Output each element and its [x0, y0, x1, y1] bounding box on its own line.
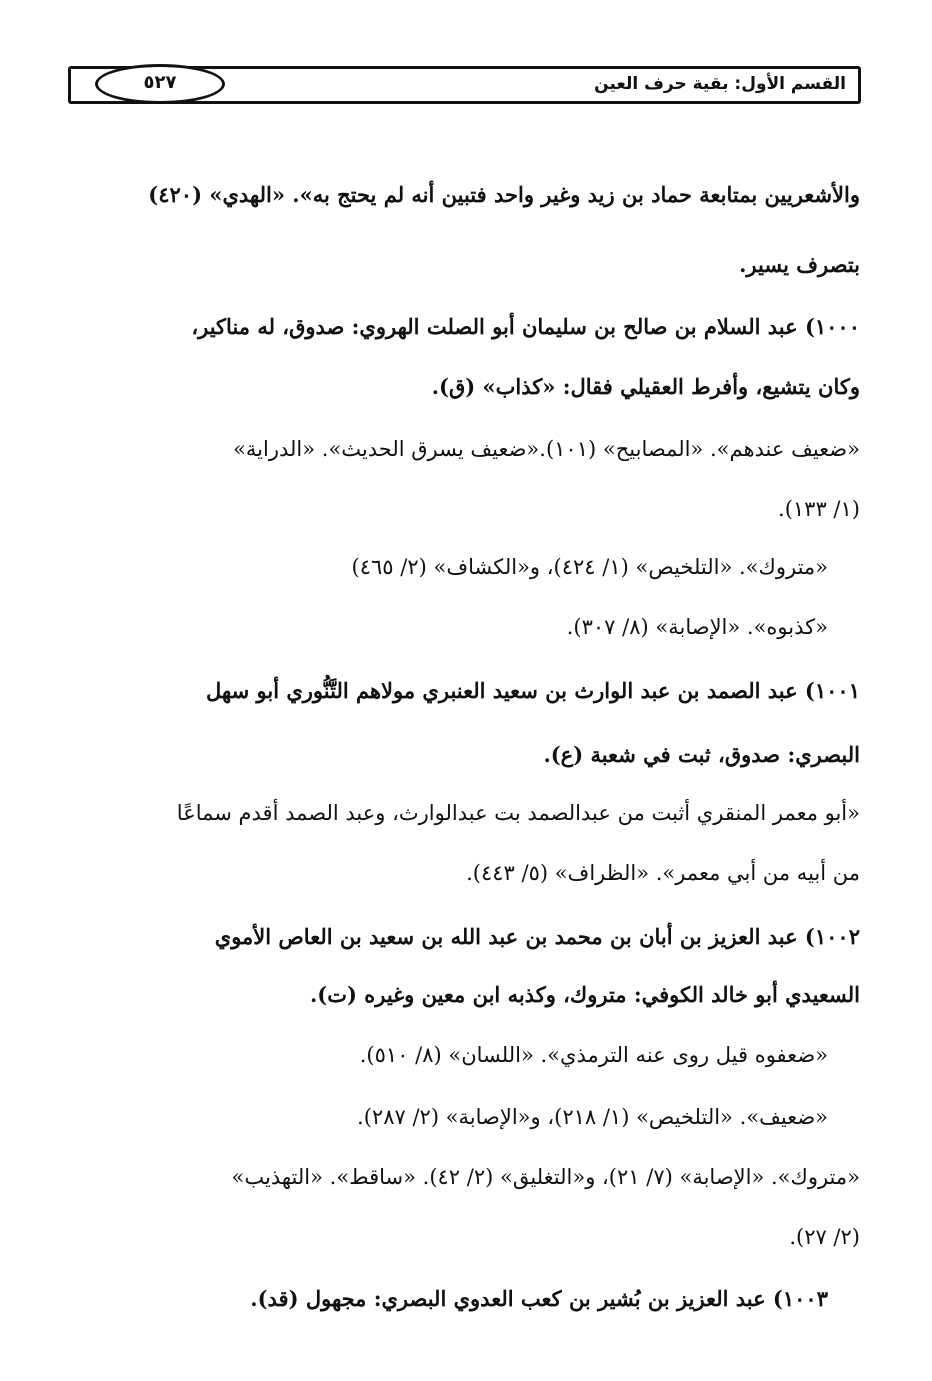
citation-line: (٢/ ٢٧). [789, 1225, 860, 1249]
text-line: وكان يتشيع، وأفرط العقيلي فقال: «كذاب» (ق). [431, 374, 860, 399]
citation-line: «ضعيف». «التلخيص» (١/ ٢١٨)، و«الإصابة» (٢/ ٢٨٧). [357, 1105, 828, 1129]
section-title: القسم الأول: بقية حرف العين [594, 74, 846, 94]
citation-line: «ضعيف عندهم». «المصابيح» (١٠١).«ضعيف يسرق الحديث». «الدراية» [233, 437, 860, 461]
text-line: السعيدي أبو خالد الكوفي: متروك، وكذبه ابن معين وغيره (ت). [309, 982, 860, 1007]
citation-line: «متروك». «التلخيص» (١/ ٤٢٤)، و«الكشاف» (٢/ ٤٦٥) [351, 555, 828, 579]
page-number: ٥٢٧ [143, 72, 177, 93]
entry-1003-heading: ١٠٠٣) عبد العزيز بن بُشير بن كعب العدوي البصري: مجهول (قد). [250, 1286, 828, 1311]
entry-1002-heading: ١٠٠٢) عبد العزيز بن أبان بن محمد بن عبد الله بن سعيد بن العاص الأموي [214, 924, 860, 949]
page-header [68, 66, 861, 104]
citation-line: «كذبوه». «الإصابة» (٨/ ٣٠٧). [566, 615, 828, 639]
text-line: والأشعريين بمتابعة حماد بن زيد وغير واحد فتبين أنه لم يحتج به». «الهدي» (٤٢٠) [148, 182, 860, 207]
citation-line: «متروك». «الإصابة» (٧/ ٢١)، و«التغليق» (٢/ ٤٢). «ساقط». «التهذيب» [231, 1165, 860, 1189]
text-line: بتصرف يسير. [739, 252, 860, 277]
entry-1000-heading: ١٠٠٠) عبد السلام بن صالح بن سليمان أبو الصلت الهروي: صدوق، له مناكير، [191, 314, 860, 339]
citation-line: من أبيه من أبي معمر». «الظراف» (٥/ ٤٤٣). [466, 861, 860, 885]
text-line: البصري: صدوق، ثبت في شعبة (ع). [543, 742, 860, 767]
citation-line: (١/ ١٣٣). [778, 497, 860, 521]
citation-line: «أبو معمر المنقري أثبت من عبدالصمد بت عبدالوارث، وعبد الصمد أقدم سماعًا [176, 801, 860, 825]
page-number-badge [95, 64, 225, 104]
citation-line: «ضعفوه قيل روى عنه الترمذي». «اللسان» (٨/ ٥١٠). [359, 1043, 828, 1067]
entry-1001-heading: ١٠٠١) عبد الصمد بن عبد الوارث بن سعيد العنبري مولاهم التَّنُّوري أبو سهل [206, 678, 860, 703]
